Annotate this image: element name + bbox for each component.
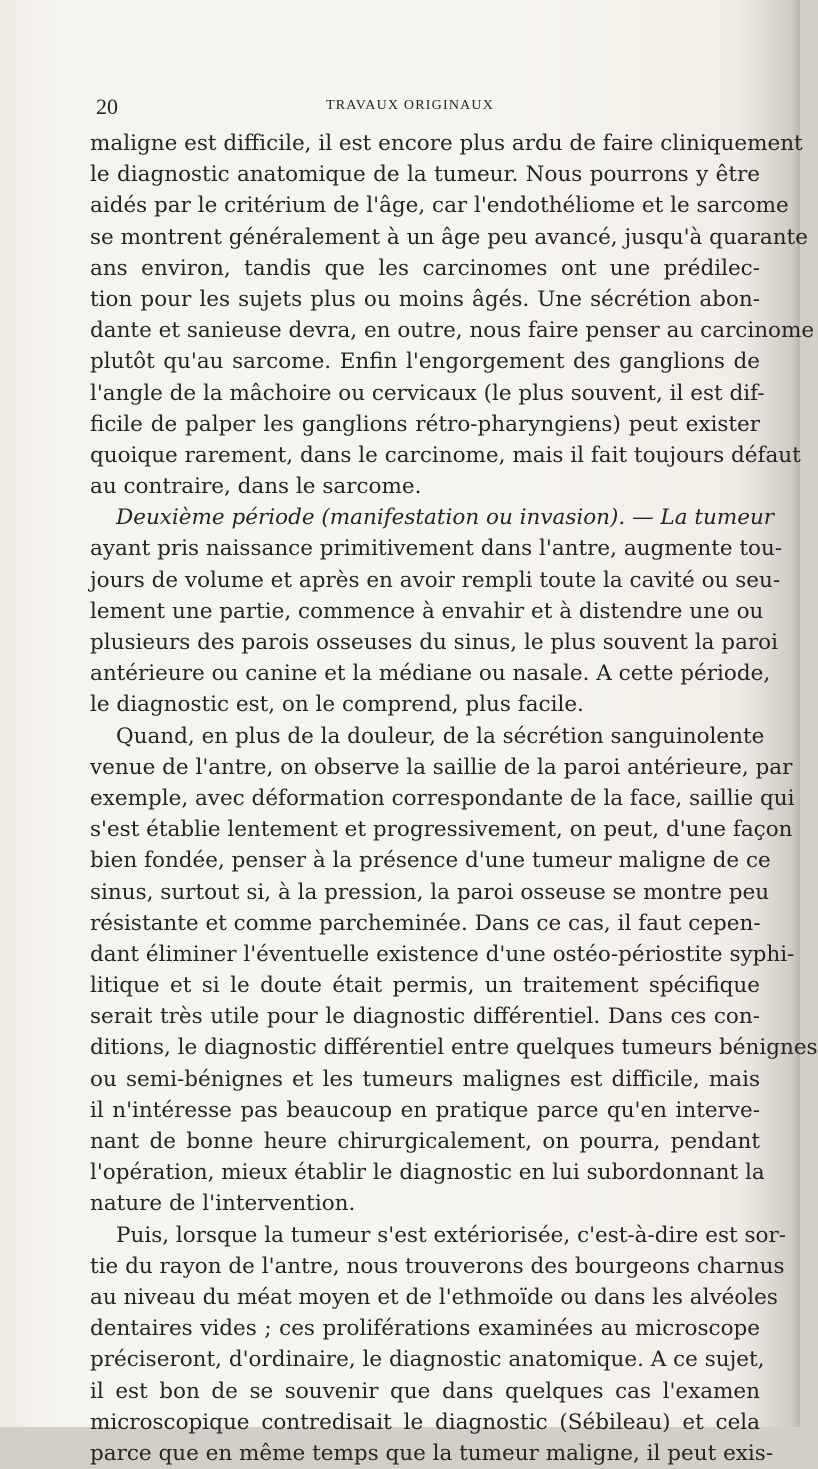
text-line: tie du rayon de l'antre, nous trouverons des bourgeons charnus [90,1253,785,1279]
text-line: ficile de palper les ganglions rétro-pharyngiens) peut exister [90,411,760,437]
page-number: 20 [96,94,118,119]
text-line: Puis, lorsque la tumeur s'est extériorisée, c'est-à-dire est sor- [116,1222,786,1248]
running-title: TRAVAUX ORIGINAUX [326,98,495,113]
text-line: antérieure ou canine et la médiane ou nasale. A cette période, [90,661,771,687]
body-text [90,128,818,1469]
text-line: nature de l'intervention. [90,1191,356,1217]
text-line: résistante et comme parcheminée. Dans ce cas, il faut cepen- [90,910,761,936]
text-line: nant de bonne heure chirurgicalement, on pourra, pendant [90,1129,760,1154]
text-line: il n'intéresse pas beaucoup en pratique parce qu'en interve- [90,1097,760,1123]
text-line: il est bon de se souvenir que dans quelques cas l'examen [90,1378,760,1404]
text-line: tion pour les sujets plus ou moins âgés. Une sécrétion abon- [90,286,760,312]
text-line: microscopique contredisait le diagnostic (Sébileau) et cela [90,1409,760,1435]
text-line: quoique rarement, dans le carcinome, mais il fait toujours défaut [90,442,801,468]
text-line: jours de volume et après en avoir rempli toute la cavité ou seu- [90,567,781,593]
text-line: exemple, avec déformation correspondante de la face, saillie qui [90,785,795,811]
section-heading-line: Deuxième période (manifestation ou invasion). — La tumeur [116,505,775,531]
text-line: ayant pris naissance primitivement dans l'antre, augmente tou- [90,536,783,562]
text-line: au niveau du méat moyen et de l'ethmoïde ou dans les alvéoles [90,1284,778,1310]
text-line: plutôt qu'au sarcome. Enfin l'engorgement des ganglions de [90,349,760,375]
text-line: s'est établie lentement et progressivement, on peut, d'une façon [90,817,793,843]
text-line: l'opération, mieux établir le diagnostic en lui subordonnant la [90,1160,765,1186]
text-line: Quand, en plus de la douleur, de la sécrétion sanguinolente [116,723,765,749]
text-line: dentaires vides ; ces proliférations examinées au microscope [90,1316,760,1342]
text-line: dante et sanieuse devra, en outre, nous faire penser au carcinome [90,318,815,344]
text-line: ans environ, tandis que les carcinomes ont une prédilec- [90,255,760,281]
text-line: le diagnostic est, on le comprend, plus facile. [90,692,584,718]
text-line: bien fondée, penser à la présence d'une tumeur maligne de ce [90,848,771,874]
text-line: maligne est difficile, il est encore plus ardu de faire cliniquement [90,131,803,156]
text-line: le diagnostic anatomique de la tumeur. Nous pourrons y être [90,162,760,188]
text-line: préciseront, d'ordinaire, le diagnostic anatomique. A ce sujet, [90,1347,765,1373]
running-head [96,94,736,122]
text-line: ditions, le diagnostic différentiel entre quelques tumeurs bénignes [90,1035,818,1061]
text-line: ou semi-bénignes et les tumeurs malignes est difficile, mais [90,1066,760,1092]
text-line: litique et si le doute était permis, un traitement spécifique [90,973,760,999]
text-line: sinus, surtout si, à la pression, la paroi osseuse se montre peu [90,879,770,905]
text-line: lement une partie, commence à envahir et à distendre une ou [90,598,764,624]
text-line: l'angle de la mâchoire ou cervicaux (le plus souvent, il est dif- [90,380,765,406]
text-line: venue de l'antre, on observe la saillie de la paroi antérieure, par [90,754,793,780]
text-line: au contraire, dans le sarcome. [90,474,422,500]
text-line: serait très utile pour le diagnostic différentiel. Dans ces con- [90,1004,760,1030]
text-line: plusieurs des parois osseuses du sinus, le plus souvent la paroi [90,630,778,655]
text-line: se montrent généralement à un âge peu avancé, jusqu'à quarante [90,224,808,250]
text-line: parce que en même temps que la tumeur maligne, il peut exis- [90,1440,774,1466]
text-line: aidés par le critérium de l'âge, car l'endothéliome et le sarcome [90,193,789,219]
text-line: dant éliminer l'éventuelle existence d'une ostéo-périostite syphi- [90,941,795,967]
